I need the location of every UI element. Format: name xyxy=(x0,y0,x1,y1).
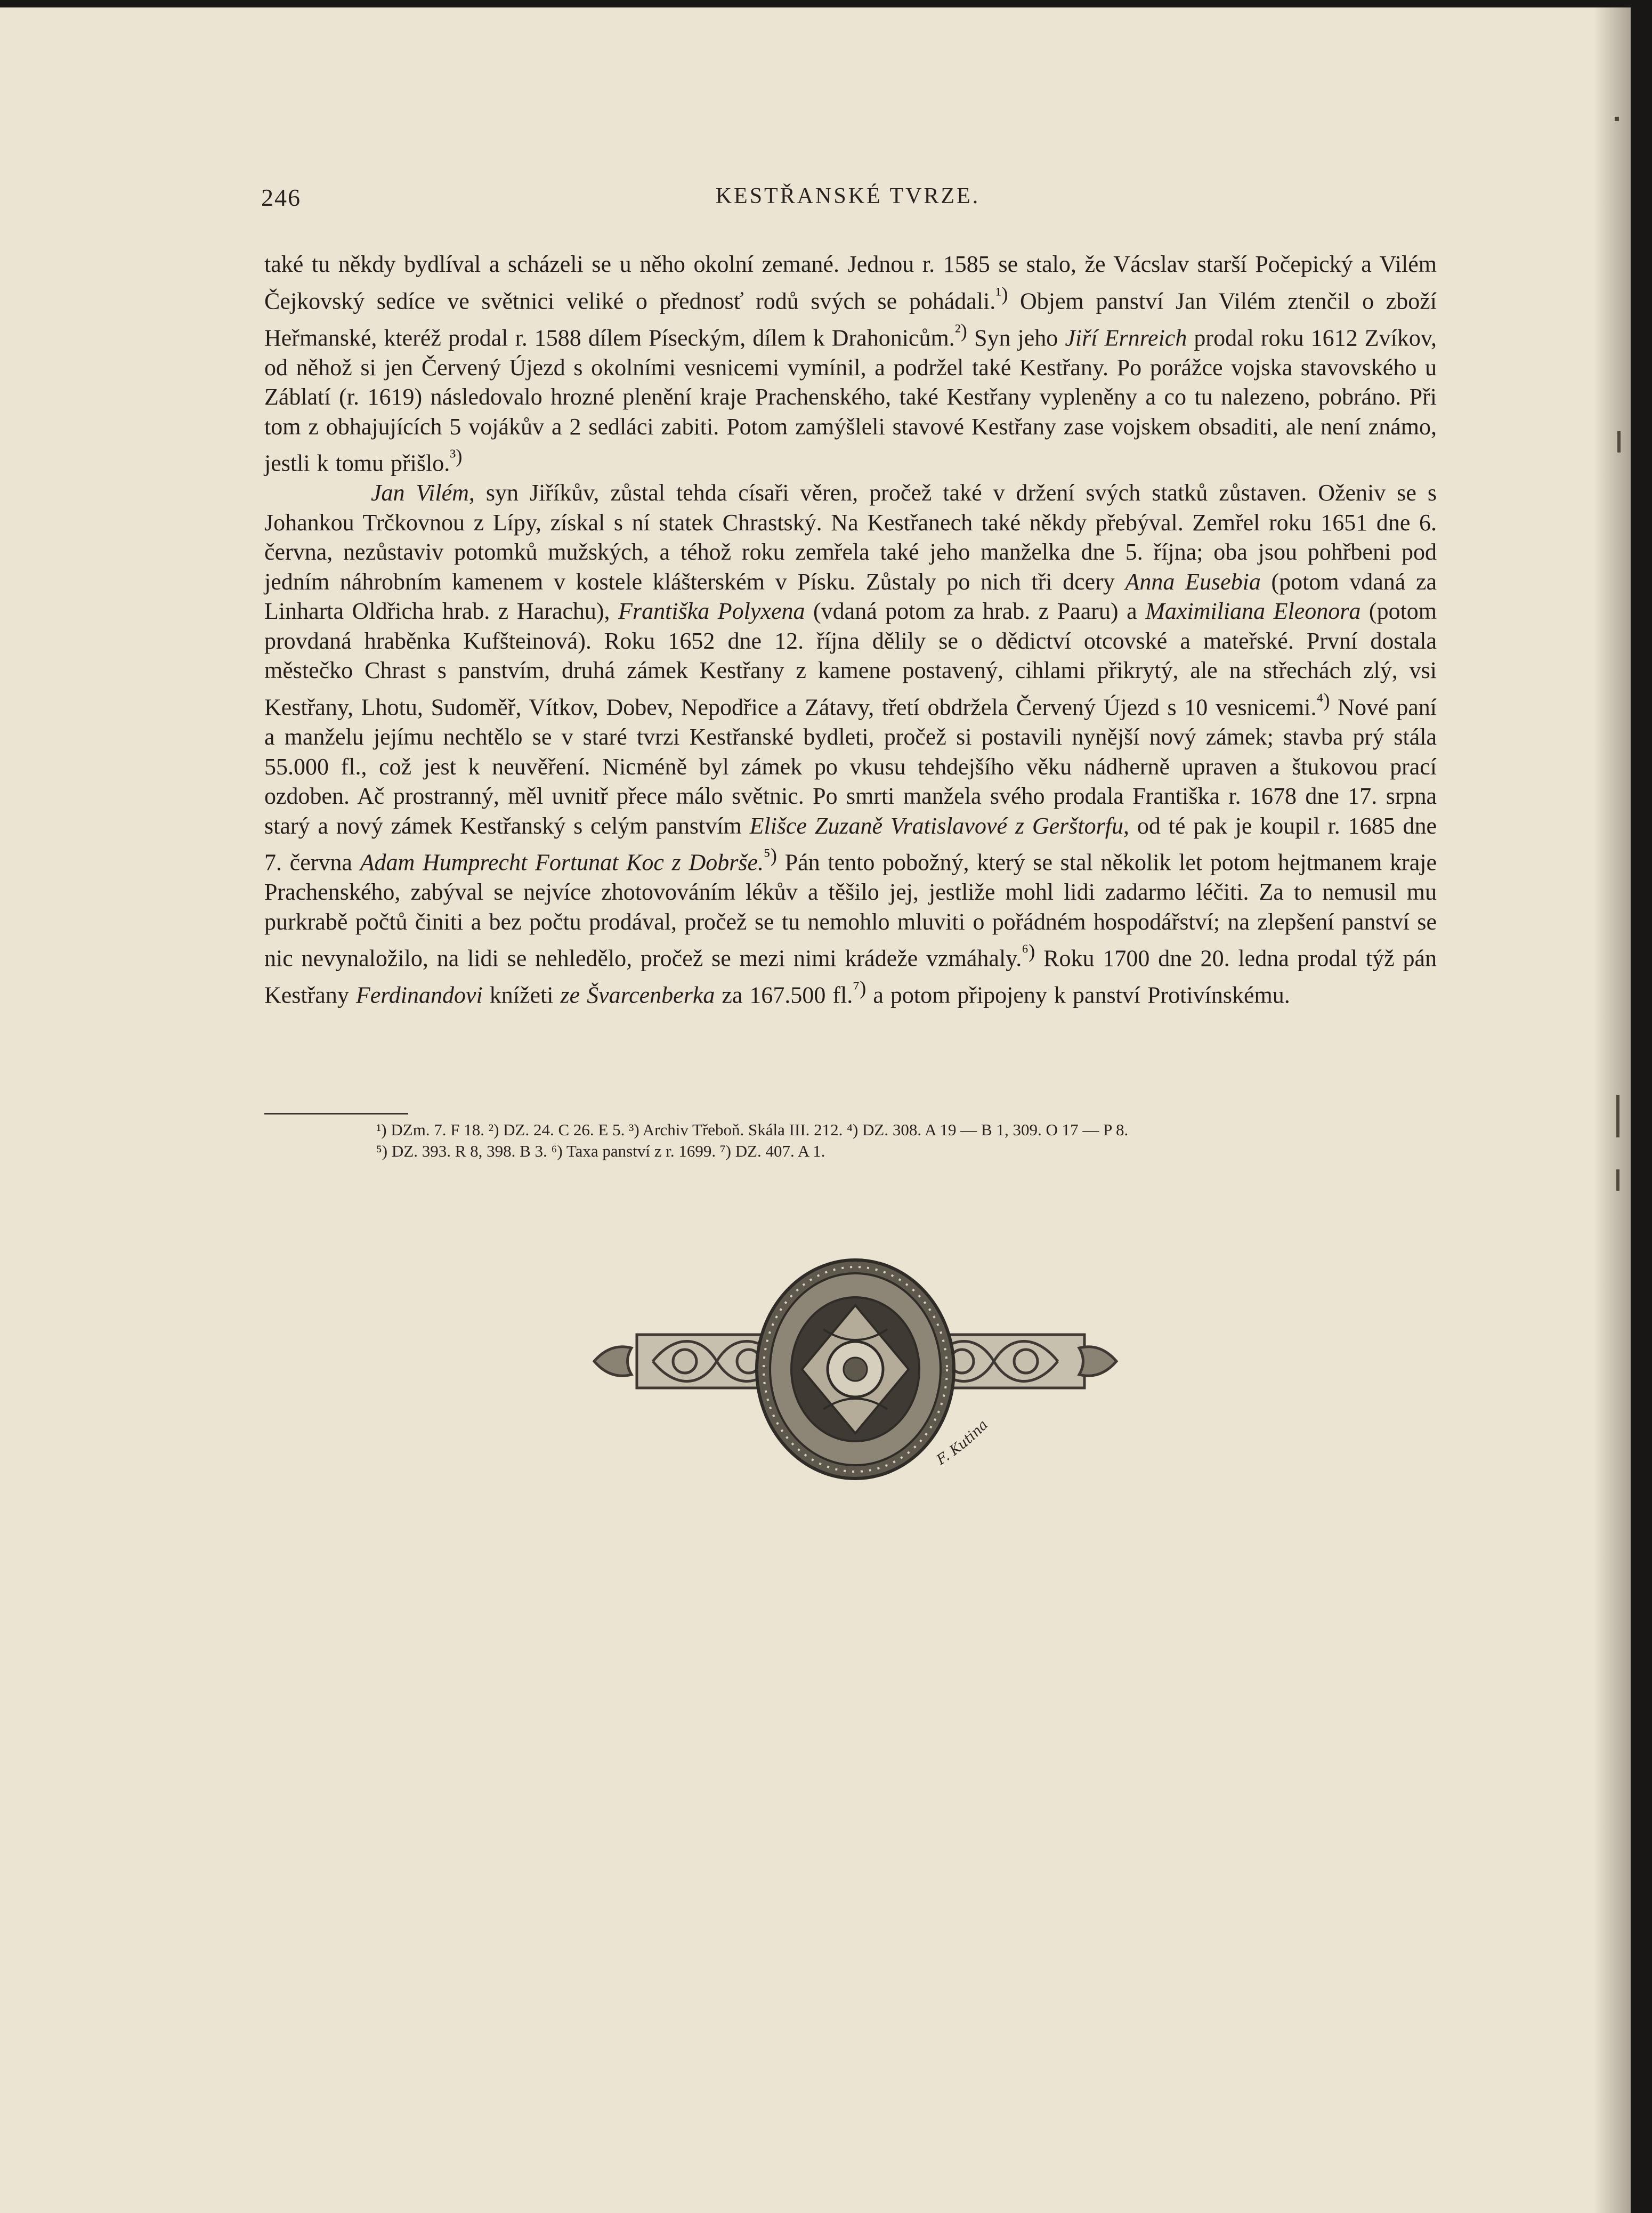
person-name: Elišce Zuzaně Vratislavové z Gerštorfu xyxy=(749,812,1123,839)
footnote-line-1: ¹) DZm. 7. F 18. ²) DZ. 24. C 26. E 5. ³) Archiv Třeboň. Skála III. 212. ⁴) DZ. 308. A 19 — B 1, 309. O 17 — P 8. xyxy=(376,1120,1129,1139)
footnote-ref: ⁶) xyxy=(1022,940,1035,963)
person-name: Františka Polyxena xyxy=(618,598,805,625)
footnote-ref: ⁷) xyxy=(853,977,867,999)
page-number: 246 xyxy=(261,184,301,211)
footnote-ref: ⁵) xyxy=(764,844,777,867)
person-name: Jiří Ernreich xyxy=(1065,325,1187,351)
footnote-rule xyxy=(264,1113,408,1114)
person-name: Jan Vilém xyxy=(371,480,469,506)
margin-mark xyxy=(1616,1095,1619,1137)
person-name: Adam Humprecht Fortunat Koc z Dobrše. xyxy=(360,849,764,876)
margin-mark xyxy=(1615,117,1619,121)
person-name: Anna Eusebia xyxy=(1125,568,1261,595)
margin-mark xyxy=(1617,431,1621,453)
margin-mark xyxy=(1616,1169,1619,1191)
running-head xyxy=(261,183,1435,221)
footnote-ref: ¹) xyxy=(995,282,1008,305)
ornament-medallion xyxy=(757,1260,954,1479)
ornament-signature: F. Kutina xyxy=(934,1417,992,1468)
footnote-line-2: ⁵) DZ. 393. R 8, 398. B 3. ⁶) Taxa panství z r. 1699. ⁷) DZ. 407. A 1. xyxy=(376,1142,825,1160)
person-name: Maximiliana Eleonora xyxy=(1145,598,1361,625)
decorative-ornament xyxy=(573,1255,1138,1484)
person-name: Ferdinandovi xyxy=(355,982,483,1009)
person-name: ze Švarcenberka xyxy=(560,982,715,1009)
body-text xyxy=(264,249,1437,1011)
footnote-ref: ²) xyxy=(954,319,967,342)
footnote-ref: ⁴) xyxy=(1316,689,1330,711)
footnotes xyxy=(264,1119,1437,1162)
running-title: KESTŘANSKÉ TVRZE. xyxy=(715,184,981,208)
paragraph-2: Jan Vilém, syn Jiříkův, zůstal tehda císaři věren, pročež také v držení svých statků zůstaven. Oženiv se s Johankou Trčkovnou z Lípy, získal s ní statek Chrastský. Na Kestřanech také někdy přebýval. Zemřel roku 1651 dne 6. června, nezůstaviv potomků mužských, a téhož roku zemřela také jeho manželka dne 5. října; oba jsou pohřbeni pod jedním náhrobním kamenem v kostele klášterském v Písku. Zůstaly po nich tři dcery Anna Eusebia (potom vdaná za Linharta Oldřicha hrab. z Harachu), Františka Polyxena (vdaná potom za hrab. z Paaru) a Maximiliana Eleonora (potom provdaná hraběnka Kufšteinová). Roku 1652 dne 12. října dělily se o dědictví otcovské a mateřské. První dostala městečko Chrast s panstvím, druhá zámek Kestřany z kamene postavený, cihlami přikrytý, ale na střechách zlý, vsi Kestřany, Lhotu, Sudoměř, Vítkov, Dobev, Nepodřice a Zátavy, třetí obdržela Červený Újezd s 10 vesnicemi.$^{^4)}$ Nové paní a manželu jejímu nechtělo se v staré tvrzi Kestřanské bydleti, pročež si postavili nynější nový zámek; stavba prý stála 55.000 fl., což jest k neuvěření. Nicméně byl zámek po vkusu tehdejšího věku nádherně upraven a štukovou prací ozdoben. Ač prostranný, měl uvnitř přece málo světnic. Po smrti manžela svého prodala Františka r. 1678 dne 17. srpna starý a nový zámek Kestřanský s celým panstvím Elišce Zuzaně Vratislavové z Gerštorfu, od té pak je koupil r. 1685 dne 7. června Adam Humprecht Fortunat Koc z Dobrše.$^{^5)}$ Pán tento pobožný, který se stal několik let potom hejtmanem kraje Prachenského, zabýval se nejvíce zhotovováním lékův a těšilo jej, jestliže mohl lidi zadarmo léčiti. Za to nemusil mu purkrabě počtů činiti a bez počtu prodával, pročež se tu nemohlo mluviti o pořádném hospodářství; na zlepšení panství se nic nevynaložilo, na lidi se nehledělo, pročež se mezi nimi krádeže vzmáhaly.$^{^6)}$ Roku 1700 dne 20. ledna prodal týž pán Kestřany Ferdinandovi knížeti ze Švarcenberka za 167.500 fl.$^{^7)}$ a potom připojeny k panství Protivínskému. xyxy=(264,480,1437,1009)
paragraph-1: také tu někdy bydlíval a scházeli se u něho okolní zemané. Jednou r. 1585 se stalo, že Vácslav starší Počepický a Vilém Čejkovský sedíce ve světnici veliké o přednosť rodů svých se pohádali.$^{^1)}$ Objem panství Jan Vilém ztenčil o zboží Heřmanské, kteréž prodal r. 1588 dílem Píseckým, dílem k Drahonicům.$^{^2)}$ Syn jeho Jiří Ernreich prodal roku 1612 Zvíkov, od něhož si jen Červený Újezd s okolními vesnicemi vymínil, a podržel také Kestřany. Po porážce vojska stavovského u Záblatí (r. 1619) následovalo hrozné plenění kraje Prachenského, také Kestřany vypleněny a co tu nalezeno, pobráno. Při tom z obhajujících 5 vojákův a 2 sedláci zabiti. Potom zamýšleli stavové Kestřany zase vojskem obsaditi, ale není známo, jestli k tomu přišlo.$^{^3)}$ xyxy=(264,251,1437,476)
footnote-ref: ³) xyxy=(450,445,463,467)
book-page xyxy=(0,7,1631,2213)
